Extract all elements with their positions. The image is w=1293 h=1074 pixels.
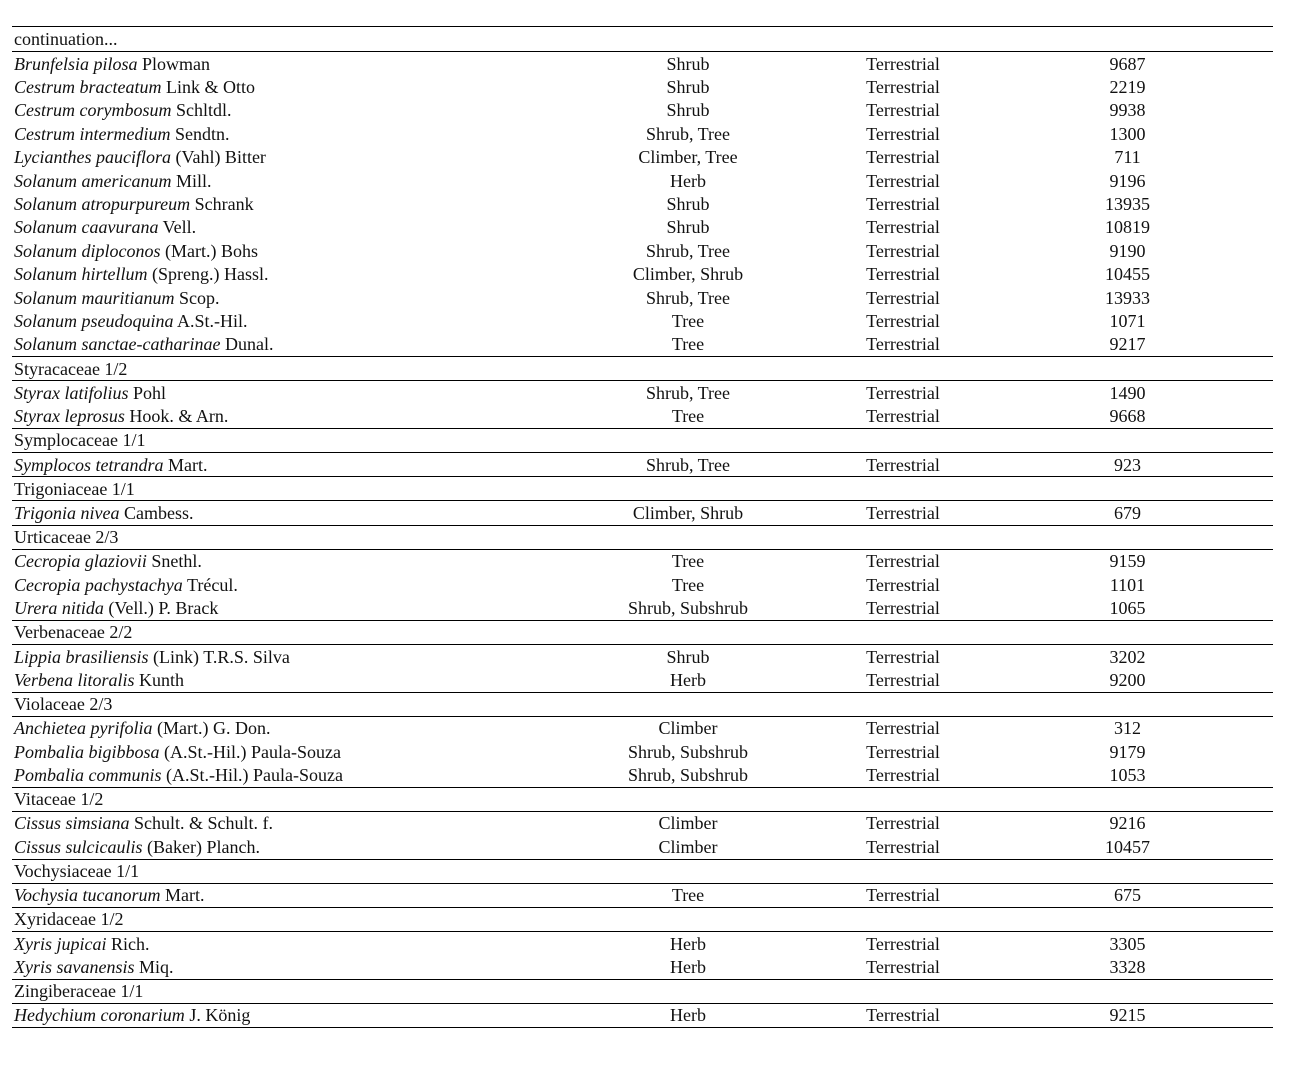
voucher-cell: 675	[1114, 885, 1142, 906]
species-name-cell	[12, 381, 580, 405]
species-binomial: Solanum hirtellum	[14, 264, 148, 285]
substrate-cell: Terrestrial	[866, 310, 940, 331]
species-row	[12, 239, 1273, 262]
species-name-cell	[12, 75, 580, 98]
voucher-cell: 9687	[1109, 53, 1146, 74]
species-binomial: Solanum americanum	[14, 170, 172, 191]
species-author: Kunth	[139, 669, 184, 690]
voucher-cell: 9190	[1109, 240, 1146, 261]
species-table-container	[12, 26, 1273, 1028]
substrate-cell: Terrestrial	[866, 741, 940, 762]
substrate-cell: Terrestrial	[866, 669, 940, 690]
habit-cell: Shrub, Subshrub	[627, 765, 748, 786]
species-name-cell	[12, 452, 580, 476]
voucher-cell: 10819	[1105, 217, 1151, 238]
substrate-cell: Terrestrial	[866, 885, 940, 906]
species-binomial: Anchietea pyrifolia	[14, 718, 153, 739]
species-author: (Mart.) Bohs	[165, 240, 258, 261]
species-name-cell	[12, 1003, 580, 1027]
species-binomial: Lippia brasiliensis	[14, 646, 149, 667]
substrate-cell: Terrestrial	[866, 718, 940, 739]
species-name-cell	[12, 192, 580, 215]
family-header-row	[12, 477, 1273, 501]
voucher-cell: 3202	[1109, 646, 1146, 667]
species-author: Schrank	[194, 194, 254, 215]
species-binomial: Xyris savanensis	[14, 957, 135, 978]
species-author: Mart.	[167, 454, 208, 475]
species-author: Schult. & Schult. f.	[134, 813, 274, 834]
family-name: Styracaceae 1/2	[12, 357, 1273, 381]
voucher-cell: 923	[1114, 454, 1142, 475]
species-author: (Vahl) Bitter	[175, 147, 266, 168]
habit-cell: Shrub	[666, 194, 710, 215]
species-name-cell	[12, 333, 580, 357]
voucher-cell: 13933	[1105, 287, 1151, 308]
species-row	[12, 75, 1273, 98]
species-name-cell	[12, 501, 580, 525]
habit-cell: Shrub, Tree	[645, 382, 730, 403]
species-row	[12, 99, 1273, 122]
species-author: (Spreng.) Hassl.	[152, 264, 269, 285]
substrate-cell: Terrestrial	[866, 334, 940, 355]
species-author: A.St.-Hil.	[177, 310, 248, 331]
species-row	[12, 501, 1273, 525]
substrate-cell: Terrestrial	[866, 598, 940, 619]
species-author: Schltdl.	[176, 100, 232, 121]
substrate-cell: Terrestrial	[866, 53, 940, 74]
species-author: Trécul.	[186, 574, 238, 595]
habit-cell: Herb	[580, 1003, 796, 1027]
species-binomial: Pombalia bigibbosa	[14, 741, 160, 762]
habit-cell: Shrub, Tree	[645, 287, 730, 308]
species-author: Rich.	[111, 933, 150, 954]
species-row	[12, 263, 1273, 286]
species-binomial: Cissus simsiana	[14, 813, 130, 834]
voucher-cell: 9217	[1109, 334, 1146, 355]
species-name-cell	[12, 146, 580, 169]
family-name: Violaceae 2/3	[12, 692, 1273, 716]
species-name-cell	[12, 216, 580, 239]
species-binomial: Solanum pseudoquina	[14, 310, 174, 331]
voucher-cell: 3328	[1109, 957, 1146, 978]
species-author: J. König	[189, 1005, 251, 1026]
species-binomial: Vochysia tucanorum	[14, 885, 161, 906]
species-binomial: Symplocos tetrandra	[14, 454, 164, 475]
species-row	[12, 931, 1273, 955]
voucher-cell: 10455	[1105, 264, 1151, 285]
species-row	[12, 309, 1273, 332]
species-row	[12, 1003, 1273, 1027]
species-binomial: Solanum diploconos	[14, 240, 161, 261]
species-name-cell	[12, 549, 580, 573]
species-name-cell	[12, 716, 580, 740]
substrate-cell: Terrestrial	[866, 100, 940, 121]
habit-cell: Climber	[658, 813, 718, 834]
species-name-cell	[12, 309, 580, 332]
habit-cell: Tree	[671, 406, 705, 427]
family-header-row	[12, 979, 1273, 1003]
species-author: Cambess.	[124, 502, 194, 523]
species-binomial: Solanum caavurana	[14, 217, 159, 238]
family-header-row	[12, 620, 1273, 644]
species-binomial: Lycianthes pauciflora	[14, 147, 171, 168]
substrate-cell: Terrestrial	[866, 287, 940, 308]
species-name-cell	[12, 52, 580, 76]
voucher-cell: 9159	[1109, 551, 1146, 572]
species-binomial: Cecropia pachystachya	[14, 574, 183, 595]
continuation-row	[12, 27, 1273, 52]
habit-cell: Tree	[671, 334, 705, 355]
voucher-cell: 1101	[1109, 574, 1146, 595]
family-name: Urticaceae 2/3	[12, 525, 1273, 549]
species-row	[12, 716, 1273, 740]
species-author: (Baker) Planch.	[147, 836, 260, 857]
species-binomial: Styrax latifolius	[14, 382, 129, 403]
habit-cell: Herb	[670, 933, 706, 954]
species-row	[12, 169, 1273, 192]
family-header-row	[12, 787, 1273, 811]
species-binomial: Trigonia nivea	[14, 502, 120, 523]
voucher-cell: 9938	[1109, 100, 1146, 121]
species-row	[12, 146, 1273, 169]
species-name-cell	[12, 596, 580, 620]
voucher-cell: 1071	[1109, 310, 1146, 331]
species-author: Dunal.	[224, 334, 274, 355]
substrate-cell: Terrestrial	[866, 194, 940, 215]
substrate-cell: Terrestrial	[866, 933, 940, 954]
species-name-cell	[12, 763, 580, 787]
species-name-cell	[12, 955, 580, 979]
voucher-cell: 9216	[1109, 813, 1146, 834]
habit-cell: Shrub	[666, 100, 710, 121]
habit-cell: Shrub, Subshrub	[627, 741, 748, 762]
species-author: Plowman	[142, 53, 211, 74]
species-row	[12, 596, 1273, 620]
voucher-cell: 9668	[1109, 406, 1146, 427]
habit-cell: Shrub	[666, 53, 710, 74]
substrate-cell: Terrestrial	[866, 240, 940, 261]
substrate-cell: Terrestrial	[866, 836, 940, 857]
species-binomial: Brunfelsia pilosa	[14, 53, 138, 74]
habit-cell: Shrub, Tree	[645, 123, 730, 144]
species-row	[12, 763, 1273, 787]
species-binomial: Xyris jupicai	[14, 933, 107, 954]
species-row	[12, 52, 1273, 76]
species-name-cell	[12, 122, 580, 145]
species-row	[12, 549, 1273, 573]
species-binomial: Solanum mauritianum	[14, 287, 175, 308]
voucher-cell: 3305	[1109, 933, 1146, 954]
substrate-cell: Terrestrial	[866, 813, 940, 834]
species-table	[12, 26, 1273, 1028]
species-name-cell	[12, 811, 580, 835]
habit-cell: Climber, Shrub	[632, 502, 744, 523]
species-binomial: Cissus sulcicaulis	[14, 836, 143, 857]
substrate-cell: Terrestrial	[866, 406, 940, 427]
species-name-cell	[12, 644, 580, 668]
species-row	[12, 381, 1273, 405]
substrate-cell: Terrestrial	[866, 123, 940, 144]
habit-cell: Tree	[671, 551, 705, 572]
family-header-row	[12, 525, 1273, 549]
species-binomial: Cestrum corymbosum	[14, 100, 172, 121]
species-binomial: Verbena litoralis	[14, 669, 135, 690]
species-binomial: Solanum atropurpureum	[14, 194, 191, 215]
voucher-cell: 711	[1114, 147, 1141, 168]
family-name: Verbenaceae 2/2	[12, 620, 1273, 644]
species-author: Mart.	[164, 885, 205, 906]
species-row	[12, 192, 1273, 215]
habit-cell: Climber	[658, 836, 718, 857]
voucher-cell: 9215	[1010, 1003, 1273, 1027]
species-name-cell	[12, 404, 580, 428]
species-row	[12, 122, 1273, 145]
species-name-cell	[12, 668, 580, 692]
voucher-cell: 9200	[1109, 669, 1146, 690]
family-name: Vochysiaceae 1/1	[12, 859, 1273, 883]
habit-cell: Climber, Shrub	[632, 264, 744, 285]
species-row	[12, 835, 1273, 859]
species-author: Hook. & Arn.	[129, 406, 229, 427]
species-binomial: Hedychium coronarium	[14, 1005, 185, 1026]
species-author: (A.St.-Hil.) Paula-Souza	[166, 765, 343, 786]
voucher-cell: 1300	[1109, 123, 1146, 144]
habit-cell: Herb	[670, 957, 706, 978]
species-author: (Mart.) G. Don.	[156, 718, 271, 739]
habit-cell: Shrub, Subshrub	[627, 598, 748, 619]
species-row	[12, 573, 1273, 596]
species-row	[12, 883, 1273, 907]
species-author: Link & Otto	[166, 77, 255, 98]
substrate-cell: Terrestrial	[866, 264, 940, 285]
species-author: Pohl	[133, 382, 167, 403]
substrate-cell: Terrestrial	[866, 765, 940, 786]
voucher-cell: 312	[1114, 718, 1142, 739]
species-binomial: Cestrum intermedium	[14, 123, 171, 144]
family-header-row	[12, 907, 1273, 931]
voucher-cell: 2219	[1109, 77, 1146, 98]
family-header-row	[12, 357, 1273, 381]
substrate-cell: Terrestrial	[796, 1003, 1010, 1027]
species-author: Mill.	[175, 170, 212, 191]
substrate-cell: Terrestrial	[866, 217, 940, 238]
species-author: (Vell.) P. Brack	[108, 598, 219, 619]
habit-cell: Climber	[658, 718, 718, 739]
species-name-cell	[12, 883, 580, 907]
voucher-cell: 1490	[1109, 382, 1146, 403]
species-name-cell	[12, 931, 580, 955]
habit-cell: Tree	[671, 574, 705, 595]
species-author: Scop.	[179, 287, 220, 308]
species-binomial: Urera nitida	[14, 598, 104, 619]
family-name: Trigoniaceae 1/1	[12, 477, 1273, 501]
substrate-cell: Terrestrial	[866, 957, 940, 978]
species-name-cell	[12, 263, 580, 286]
species-binomial: Solanum sanctae-catharinae	[14, 334, 221, 355]
substrate-cell: Terrestrial	[866, 454, 940, 475]
family-name: Xyridaceae 1/2	[12, 907, 1273, 931]
species-row	[12, 740, 1273, 763]
habit-cell: Shrub	[666, 217, 710, 238]
substrate-cell: Terrestrial	[866, 147, 940, 168]
voucher-cell: 10457	[1105, 836, 1151, 857]
substrate-cell: Terrestrial	[866, 382, 940, 403]
species-row	[12, 452, 1273, 476]
species-name-cell	[12, 286, 580, 309]
habit-cell: Tree	[671, 310, 705, 331]
substrate-cell: Terrestrial	[866, 502, 940, 523]
species-row	[12, 333, 1273, 357]
species-table-body	[12, 27, 1273, 1028]
species-name-cell	[12, 99, 580, 122]
species-row	[12, 644, 1273, 668]
habit-cell: Climber, Tree	[638, 147, 738, 168]
substrate-cell: Terrestrial	[866, 77, 940, 98]
habit-cell: Shrub, Tree	[645, 240, 730, 261]
habit-cell: Herb	[670, 170, 706, 191]
species-author: (Link) T.R.S. Silva	[153, 646, 290, 667]
species-author: Vell.	[162, 217, 197, 238]
species-author: Snethl.	[151, 551, 202, 572]
species-row	[12, 811, 1273, 835]
species-row	[12, 216, 1273, 239]
voucher-cell: 9196	[1109, 170, 1146, 191]
species-row	[12, 404, 1273, 428]
species-row	[12, 286, 1273, 309]
species-name-cell	[12, 740, 580, 763]
voucher-cell: 1065	[1109, 598, 1146, 619]
substrate-cell: Terrestrial	[866, 551, 940, 572]
family-header-row	[12, 692, 1273, 716]
substrate-cell: Terrestrial	[866, 646, 940, 667]
species-name-cell	[12, 169, 580, 192]
species-author: (A.St.-Hil.) Paula-Souza	[164, 741, 341, 762]
habit-cell: Shrub	[666, 646, 710, 667]
habit-cell: Tree	[671, 885, 705, 906]
substrate-cell: Terrestrial	[866, 170, 940, 191]
voucher-cell: 1053	[1109, 765, 1146, 786]
habit-cell: Herb	[670, 669, 706, 690]
continuation-label: continuation...	[12, 27, 1273, 52]
species-author: Sendtn.	[175, 123, 230, 144]
voucher-cell: 9179	[1109, 741, 1146, 762]
species-binomial: Styrax leprosus	[14, 406, 125, 427]
species-row	[12, 955, 1273, 979]
family-name: Vitaceae 1/2	[12, 787, 1273, 811]
substrate-cell: Terrestrial	[866, 574, 940, 595]
species-binomial: Pombalia communis	[14, 765, 162, 786]
species-row	[12, 668, 1273, 692]
species-author: Miq.	[139, 957, 174, 978]
species-binomial: Cecropia glaziovii	[14, 551, 147, 572]
species-binomial: Cestrum bracteatum	[14, 77, 162, 98]
family-header-row	[12, 859, 1273, 883]
habit-cell: Shrub	[666, 77, 710, 98]
species-name-cell	[12, 239, 580, 262]
habit-cell: Shrub, Tree	[645, 454, 730, 475]
family-name: Zingiberaceae 1/1	[12, 979, 1273, 1003]
family-name: Symplocaceae 1/1	[12, 428, 1273, 452]
species-name-cell	[12, 573, 580, 596]
species-name-cell	[12, 835, 580, 859]
voucher-cell: 679	[1114, 502, 1142, 523]
voucher-cell: 13935	[1105, 194, 1151, 215]
family-header-row	[12, 428, 1273, 452]
